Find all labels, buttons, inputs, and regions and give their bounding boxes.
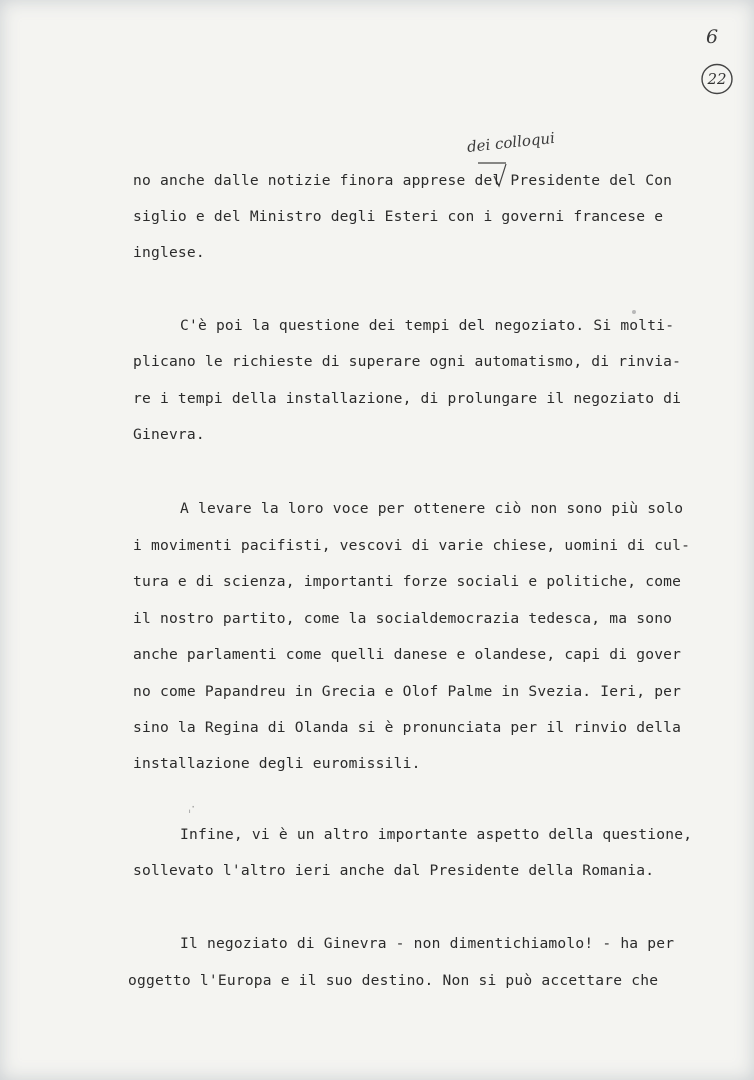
text-line: tura e di scienza, importanti forze sociali e politiche, come	[133, 573, 682, 590]
paper-speck: ˌ·	[188, 800, 196, 814]
text-line: Infine, vi è un altro importante aspetto della questione,	[180, 826, 693, 843]
text-line: oggetto l'Europa e il suo destino. Non si può accettare che	[128, 972, 659, 989]
text-line: Il negoziato di Ginevra - non dimentichiamolo! - ha per	[180, 935, 675, 952]
text-line: Ginevra.	[133, 426, 205, 443]
text-line: i movimenti pacifisti, vescovi di varie chiese, uomini di cul-	[133, 537, 691, 554]
text-line: A levare la loro voce per ottenere ciò non sono più solo	[180, 500, 684, 517]
text-line: C'è poi la questione dei tempi del negoziato. Si molti-	[180, 317, 675, 334]
text-line: sollevato l'altro ieri anche dal Presidente della Romania.	[133, 862, 655, 879]
text-line: anche parlamenti come quelli danese e olandese, capi di gover	[133, 646, 682, 663]
text-line: no anche dalle notizie finora apprese del Presidente del Con	[133, 172, 673, 189]
paper-speck	[632, 310, 636, 314]
text-line: re i tempi della installazione, di prolungare il negoziato di	[133, 390, 682, 407]
text-line: no come Papandreu in Grecia e Olof Palme in Svezia. Ieri, per	[133, 683, 682, 700]
text-line: inglese.	[133, 244, 205, 261]
text-line: sino la Regina di Olanda si è pronunciata per il rinvio della	[133, 719, 682, 736]
handwritten-insertion-note: dei colloqui	[466, 128, 556, 156]
circled-page-number-text: 22	[707, 70, 727, 88]
text-line: siglio e del Ministro degli Esteri con i governi francese e	[133, 208, 664, 225]
text-line: installazione degli euromissili.	[133, 755, 421, 772]
handwritten-page-number: 6	[706, 26, 719, 48]
text-line: plicano le richieste di superare ogni automatismo, di rinvia-	[133, 353, 682, 370]
text-line: il nostro partito, come la socialdemocrazia tedesca, ma sono	[133, 610, 673, 627]
